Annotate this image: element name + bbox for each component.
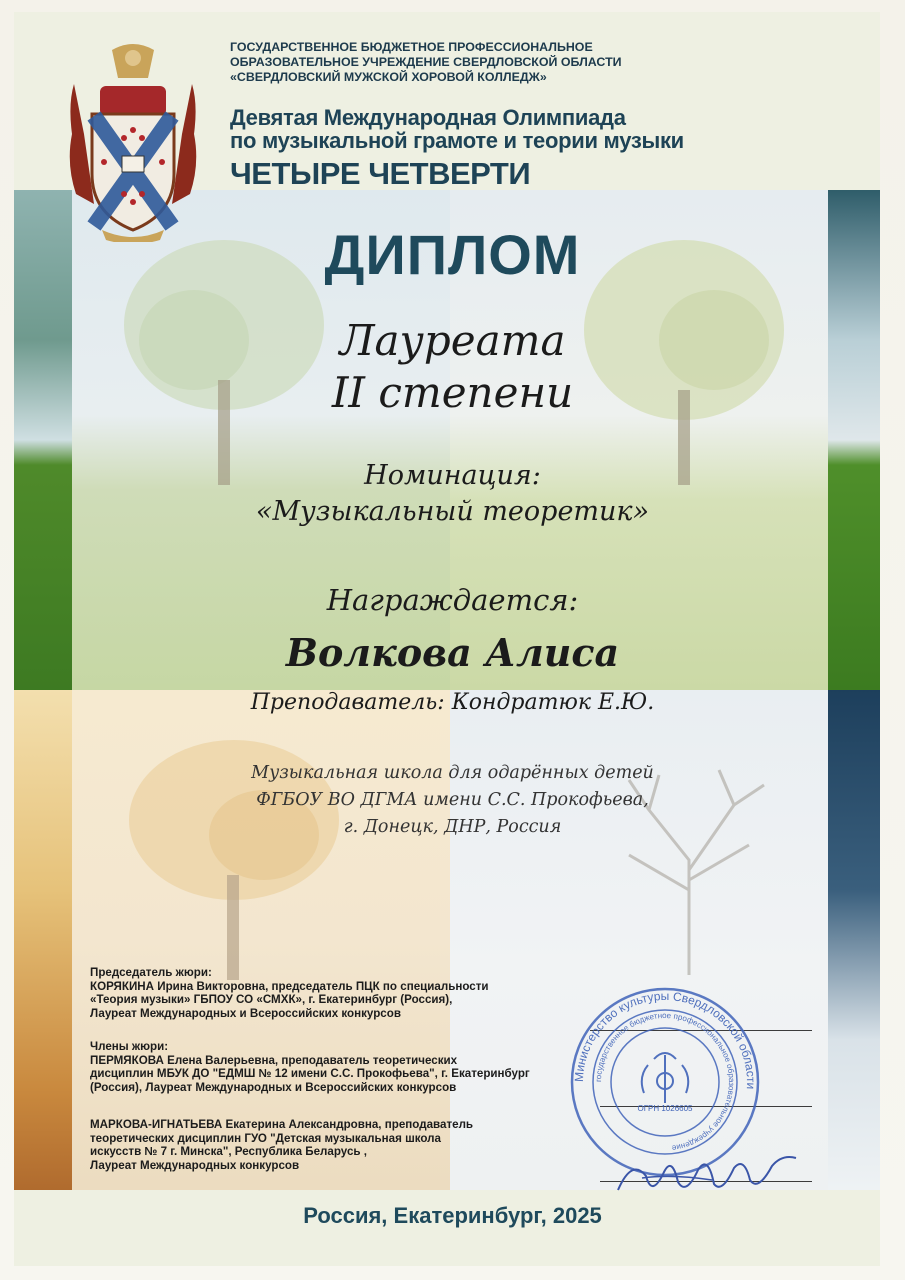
signature-icon <box>612 1138 802 1208</box>
teacher-line: Преподаватель: Кондратюк Е.Ю. <box>250 690 655 715</box>
jury-line: «Теория музыки» ГБПОУ СО «СМХК», г. Екатеринбург (Россия), <box>90 993 453 1006</box>
awarded-label: Награждается: <box>326 583 579 617</box>
nomination-label: Номинация: <box>364 460 541 491</box>
org-line: «СВЕРДЛОВСКИЙ МУЖСКОЙ ХОРОВОЙ КОЛЛЕДЖ» <box>230 70 547 84</box>
olympiad-title <box>230 106 750 152</box>
recipient-name: Волкова Алиса <box>285 630 620 675</box>
jury-line: Лауреат Международных конкурсов <box>90 1158 300 1172</box>
jury-line: МАРКОВА-ИГНАТЬЕВА Екатерина Александровна, преподаватель <box>90 1118 474 1131</box>
seal-ogrn: ОГРН 1026605 <box>637 1104 693 1113</box>
jury-line: Лауреат Международных и Всероссийских конкурсов <box>90 1006 401 1020</box>
organization-name <box>230 40 650 85</box>
school-line: Музыкальная школа для одарённых детей <box>251 763 654 783</box>
footer-place-year: Россия, Екатеринбург, 2025 <box>303 1203 602 1228</box>
seal-outer-text: Министерство культуры Свердловской области <box>571 988 759 1090</box>
degree-line: II степени <box>331 368 574 417</box>
jury-chair <box>90 966 560 1020</box>
org-line: ГОСУДАРСТВЕННОЕ БЮДЖЕТНОЕ ПРОФЕССИОНАЛЬНОЕ <box>230 40 593 54</box>
diploma-title: ДИПЛОМ <box>324 223 581 286</box>
nomination-value: «Музыкальный теоретик» <box>255 496 650 527</box>
jury-member-1 <box>90 1040 570 1094</box>
olympiad-line: Девятая Международная Олимпиада <box>230 105 626 130</box>
jury-line: искусств № 7 г. Минска", Республика Беларусь , <box>90 1145 367 1158</box>
olympiad-line: по музыкальной грамоте и теории музыки <box>230 128 684 153</box>
jury-line: ПЕРМЯКОВА Елена Валерьевна, преподаватель теоретических <box>90 1053 458 1067</box>
org-line: ОБРАЗОВАТЕЛЬНОЕ УЧРЕЖДЕНИЕ СВЕРДЛОВСКОЙ ОБЛАСТИ <box>230 55 622 69</box>
school-info <box>0 760 905 841</box>
olympiad-name: ЧЕТЫРЕ ЧЕТВЕРТИ <box>230 156 531 191</box>
school-line: ФГБОУ ВО ДГМА имени С.С. Прокофьева, <box>256 790 649 810</box>
nomination <box>0 458 905 530</box>
school-line: г. Донецк, ДНР, Россия <box>343 817 562 837</box>
seal-inner-text: государственное бюджетное профессиональное образовательное учреждение <box>593 1010 737 1153</box>
jury-line: (Россия), Лауреат Международных и Всероссийских конкурсов <box>90 1080 457 1094</box>
jury-chair-label: Председатель жюри: <box>90 966 212 979</box>
jury-line: КОРЯКИНА Ирина Викторовна, председатель ПЦК по специальности <box>90 979 489 993</box>
jury-line: дисциплин МБУК ДО "ЕДМШ № 12 имени С.С. Прокофьева", г. Екатеринбург <box>90 1067 530 1080</box>
laureate-line: Лауреата <box>339 316 566 365</box>
laureate-degree <box>0 315 905 419</box>
jury-line: теоретических дисциплин ГУО "Детская музыкальная школа <box>90 1131 441 1145</box>
jury-member-2 <box>90 1118 560 1172</box>
coat-of-arms-icon <box>64 44 202 242</box>
jury-members-label: Члены жюри: <box>90 1040 169 1053</box>
